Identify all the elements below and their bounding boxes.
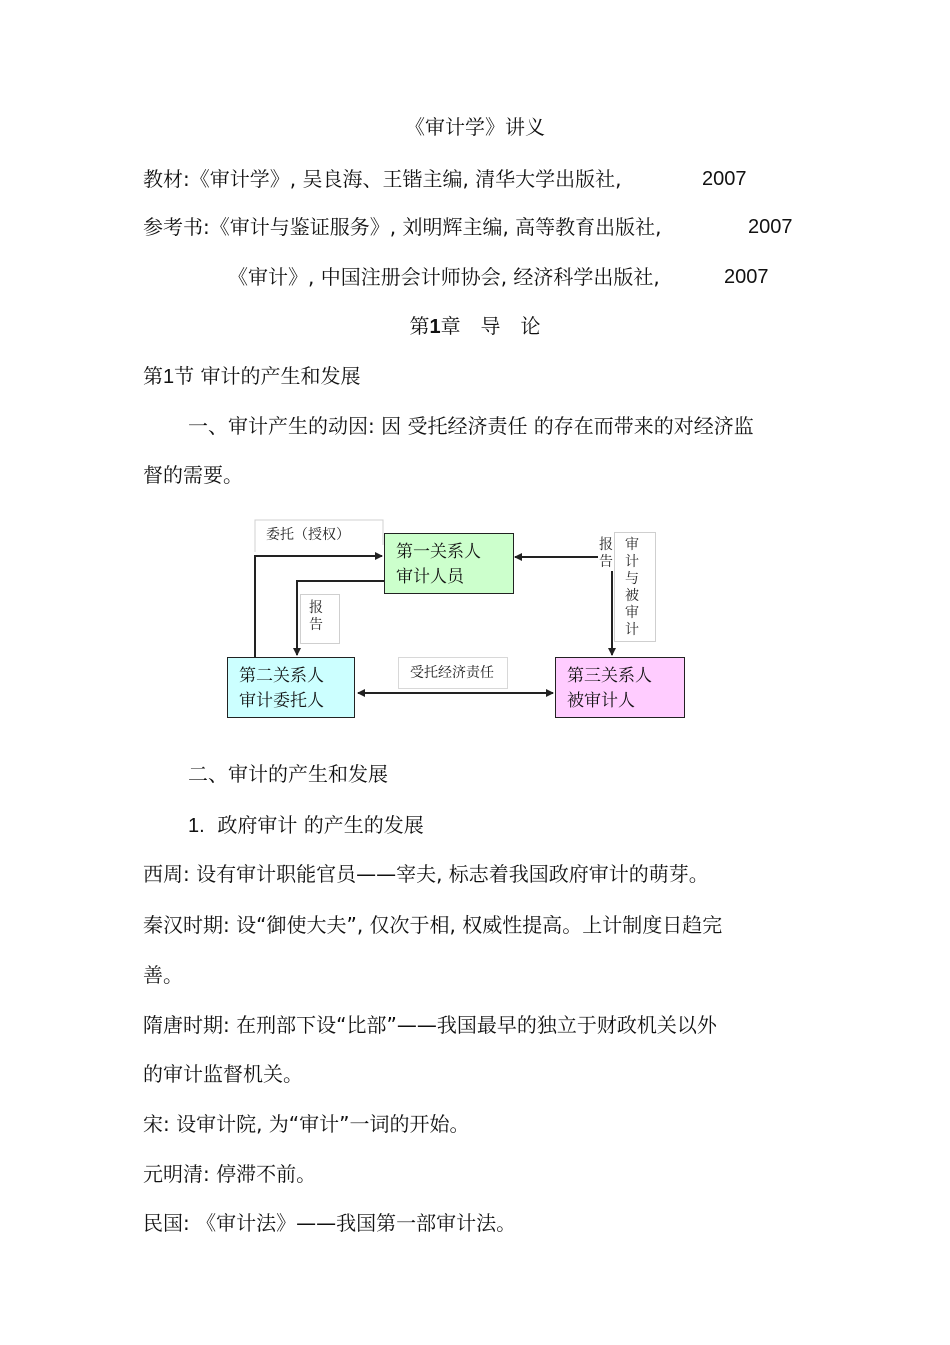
first-party-title: 第一关系人 (396, 542, 481, 562)
section-number: 1 (163, 366, 175, 388)
third-party-box (555, 657, 685, 718)
reference-text-2: 《审计》, 中国注册会计师协会, 经济科学出版社, (228, 265, 660, 289)
first-party-role: 审计人员 (396, 567, 464, 587)
subheading-1 (188, 813, 424, 838)
textbook-label: 教材: (143, 167, 190, 191)
section-prefix: 第 (143, 364, 163, 388)
subheading-number: 1. (188, 815, 205, 837)
history-line: 秦汉时期: 设“御使大夫”, 仅次于相, 权威性提高。上计制度日趋完 (143, 913, 723, 937)
para1-line1: 一、审计产生的动因: 因 受托经济责任 的存在而带来的对经济监 (188, 414, 754, 438)
report-label-left: 报告 (309, 600, 323, 633)
subheading-text: 政府审计 的产生的发展 (217, 813, 424, 837)
reference-year-1: 2007 (748, 216, 793, 238)
textbook-year: 2007 (702, 168, 747, 190)
para1-line2: 督的需要。 (143, 463, 243, 487)
history-line: 善。 (143, 963, 183, 987)
second-party-title: 第二关系人 (239, 666, 324, 686)
history-line: 民国: 《审计法》——我国第一部审计法。 (143, 1211, 517, 1235)
audit-label: 审计与被审计 (625, 537, 639, 638)
entrust-label: 委托（授权） (266, 527, 350, 543)
heading-2: 二、审计的产生和发展 (188, 762, 388, 786)
reference-label: 参考书: (143, 215, 210, 239)
first-party-box (384, 533, 514, 594)
history-line: 的审计监督机关。 (143, 1062, 303, 1086)
third-party-title: 第三关系人 (567, 666, 652, 686)
section-title: 节 审计的产生和发展 (174, 364, 361, 388)
chapter-title: 章 导 论 (440, 314, 541, 338)
second-party-role: 审计委托人 (239, 691, 324, 711)
document-title: 《审计学》讲义 (405, 115, 545, 139)
report-label-right: 报告 (599, 537, 613, 570)
textbook-text: 《审计学》, 吴良海、王锴主编, 清华大学出版社, (189, 167, 622, 191)
history-line: 宋: 设审计院, 为“审计”一词的开始。 (143, 1112, 470, 1136)
chapter-prefix: 第 (409, 314, 430, 338)
chapter-number: 1 (429, 316, 441, 338)
third-party-role: 被审计人 (567, 691, 635, 711)
reference-year-2: 2007 (724, 266, 769, 288)
responsibility-label: 受托经济责任 (410, 665, 494, 681)
history-line: 元明清: 停滞不前。 (143, 1162, 317, 1186)
second-party-box (227, 657, 355, 718)
history-line: 西周: 设有审计职能官员——宰夫, 标志着我国政府审计的萌芽。 (143, 862, 709, 886)
history-line: 隋唐时期: 在刑部下设“比部”——我国最早的独立于财政机关以外 (143, 1013, 717, 1037)
reference-text-1: 《审计与鉴证服务》, 刘明辉主编, 高等教育出版社, (209, 215, 662, 239)
